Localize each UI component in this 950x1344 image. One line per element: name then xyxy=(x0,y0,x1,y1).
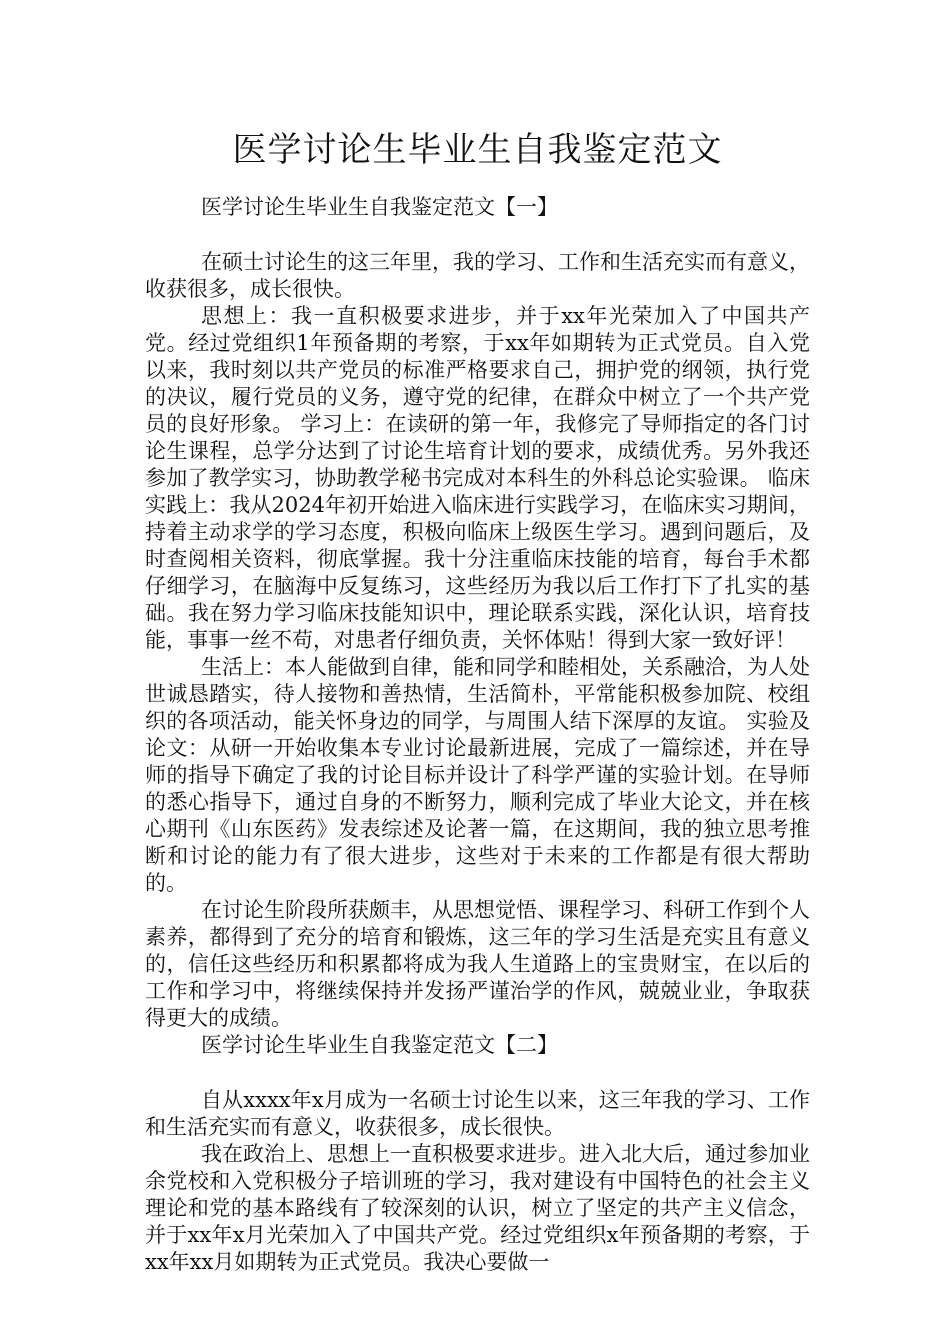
section-one-heading: 医学讨论生毕业生自我鉴定范文【一】 xyxy=(201,195,558,219)
section-two xyxy=(145,1032,810,1276)
section-one-paragraph-1: 在硕士讨论生的这三年里，我的学习、工作和生活充实而有意义，收获很多，成长很快。 xyxy=(145,250,810,301)
section-two-heading: 医学讨论生毕业生自我鉴定范文【二】 xyxy=(201,1033,558,1057)
section-one-paragraph-3: 生活上：本人能做到自律，能和同学和睦相处，关系融洽，为人处世诚恳踏实，待人接物和善热情，生活简朴，平常能积极参加院、校组织的各项活动，能关怀身边的同学，与周围人结下深厚的友谊。 实验及论文：从研一开始收集本专业讨论最新进展，完成了一篇综述，并在导师的指导下确定了我的讨论目标并设计了科学严谨的实验计划。在导师的悉心指导下，通过自身的不断努力，顺利完成了毕业大论文，并在核心期刊《山东医药》发表综述及论著一篇，在这期间，我的独立思考推断和讨论的能力有了很大进步，这些对于未来的工作都是有很大帮助的。 xyxy=(145,655,810,895)
document-page xyxy=(145,120,810,1276)
section-two-paragraph-2: 我在政治上、思想上一直积极要求进步。进入北大后，通过参加业余党校和入党积极分子培训班的学习，我对建设有中国特色的社会主义理论和党的基本路线有了较深刻的认识，树立了坚定的共产主义信念，并于xx年x月光荣加入了中国共产党。经过党组织x年预备期的考察，于xx年xx月如期转为正式党员。我决心要做一 xyxy=(145,1142,810,1274)
section-one-paragraph-2: 思想上：我一直积极要求进步，并于xx年光荣加入了中国共产党。经过党组织1年预备期的考察，于xx年如期转为正式党员。自入党以来，我时刻以共产党员的标准严格要求自己，拥护党的纲领，执行党的决议，履行党员的义务，遵守党的纪律，在群众中树立了一个共产党员的良好形象。 学习上：在读研的第一年，我修完了导师指定的各门讨论生课程，总学分达到了讨论生培育计划的要求，成绩优秀。另外我还参加了教学实习，协助教学秘书完成对本科生的外科总论实验课。 临床实践上：我从2024年初开始进入临床进行实践学习，在临床实习期间，持着主动求学的学习态度，积极向临床上级医生学习。遇到问题后，及时查阅相关资料，彻底掌握。我十分注重临床技能的培育，每台手术都仔细学习，在脑海中反复练习，这些经历为我以后工作打下了扎实的基础。我在努力学习临床技能知识中，理论联系实践，深化认识，培育技能，事事一丝不苟，对患者仔细负责，关怀体贴！得到大家一致好评！ xyxy=(145,304,810,652)
section-two-paragraph-1: 自从xxxx年x月成为一名硕士讨论生以来，这三年我的学习、工作和生活充实而有意义，收获很多，成长很快。 xyxy=(145,1088,810,1139)
section-one-paragraph-4: 在讨论生阶段所获颇丰，从思想觉悟、课程学习、科研工作到个人素养，都得到了充分的培育和锻炼，这三年的学习生活是充实且有意义的，信任这些经历和积累都将成为我人生道路上的宝贵财宝，在以后的工作和学习中，将继续保持并发扬严谨治学的作风，兢兢业业，争取获得更大的成绩。 xyxy=(145,898,810,1030)
section-one xyxy=(145,194,810,1032)
document-title: 医学讨论生毕业生自我鉴定范文 xyxy=(232,130,723,170)
